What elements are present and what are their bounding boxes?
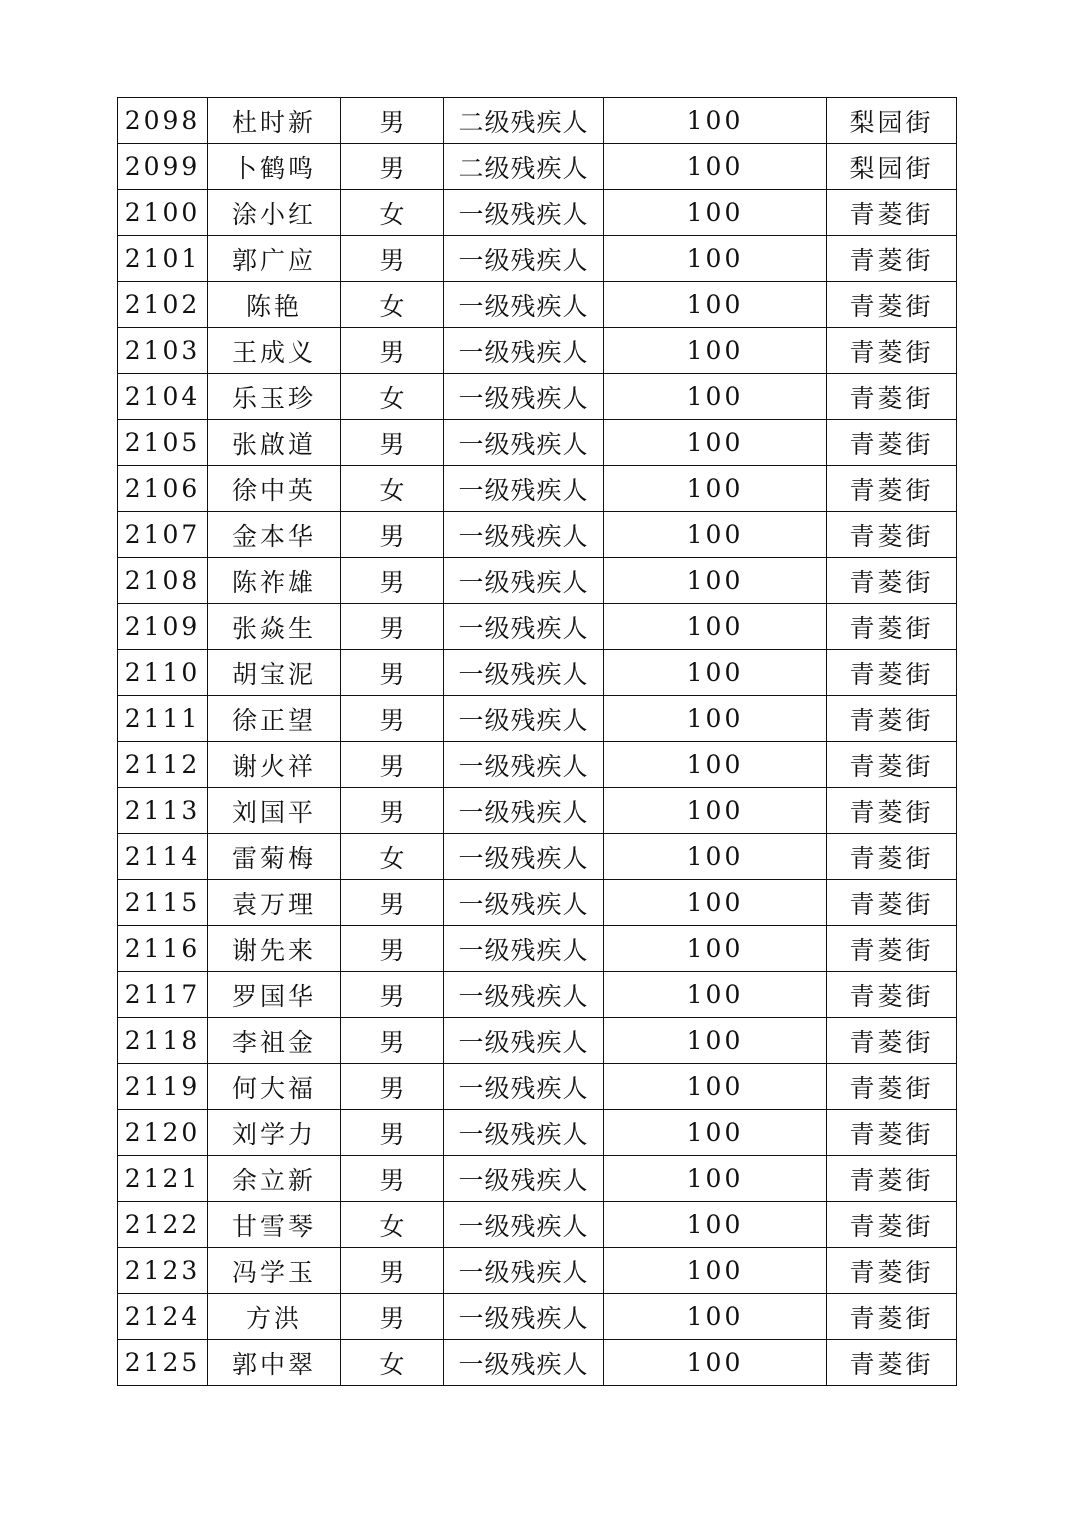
street-cell: 梨园街 [827, 144, 957, 190]
amount-cell: 100 [604, 466, 827, 512]
table-row [118, 98, 957, 144]
amount-cell: 100 [604, 742, 827, 788]
disability-level-cell: 一级残疾人 [444, 650, 604, 696]
gender-cell: 女 [341, 374, 444, 420]
amount-cell: 100 [604, 604, 827, 650]
amount-cell: 100 [604, 236, 827, 282]
gender-cell: 男 [341, 420, 444, 466]
disability-level-cell: 一级残疾人 [444, 1294, 604, 1340]
gender-cell: 男 [341, 1294, 444, 1340]
disability-level-cell: 二级残疾人 [444, 98, 604, 144]
name-cell: 方洪 [208, 1294, 341, 1340]
disability-level-cell: 一级残疾人 [444, 742, 604, 788]
serial-number-cell: 2105 [118, 420, 208, 466]
disability-level-cell: 一级残疾人 [444, 190, 604, 236]
disability-level-cell: 一级残疾人 [444, 558, 604, 604]
disability-level-cell: 二级残疾人 [444, 144, 604, 190]
street-cell: 梨园街 [827, 98, 957, 144]
name-cell: 甘雪琴 [208, 1202, 341, 1248]
table-row [118, 374, 957, 420]
name-cell: 袁万理 [208, 880, 341, 926]
serial-number-cell: 2112 [118, 742, 208, 788]
street-cell: 青菱街 [827, 190, 957, 236]
disability-level-cell: 一级残疾人 [444, 1110, 604, 1156]
table-row [118, 558, 957, 604]
table-row [118, 1294, 957, 1340]
table-row [118, 236, 957, 282]
table-row [118, 926, 957, 972]
gender-cell: 男 [341, 788, 444, 834]
name-cell: 刘学力 [208, 1110, 341, 1156]
gender-cell: 男 [341, 972, 444, 1018]
street-cell: 青菱街 [827, 650, 957, 696]
street-cell: 青菱街 [827, 1018, 957, 1064]
name-cell: 乐玉珍 [208, 374, 341, 420]
gender-cell: 女 [341, 834, 444, 880]
gender-cell: 男 [341, 926, 444, 972]
amount-cell: 100 [604, 1110, 827, 1156]
street-cell: 青菱街 [827, 926, 957, 972]
street-cell: 青菱街 [827, 374, 957, 420]
gender-cell: 女 [341, 1202, 444, 1248]
street-cell: 青菱街 [827, 466, 957, 512]
serial-number-cell: 2125 [118, 1340, 208, 1386]
gender-cell: 男 [341, 1248, 444, 1294]
disability-level-cell: 一级残疾人 [444, 926, 604, 972]
name-cell: 徐正望 [208, 696, 341, 742]
name-cell: 涂小红 [208, 190, 341, 236]
name-cell: 胡宝泥 [208, 650, 341, 696]
amount-cell: 100 [604, 1340, 827, 1386]
table-row [118, 696, 957, 742]
disability-level-cell: 一级残疾人 [444, 604, 604, 650]
amount-cell: 100 [604, 1202, 827, 1248]
name-cell: 卜鹤鸣 [208, 144, 341, 190]
disability-level-cell: 一级残疾人 [444, 1340, 604, 1386]
amount-cell: 100 [604, 1294, 827, 1340]
disability-level-cell: 一级残疾人 [444, 1248, 604, 1294]
street-cell: 青菱街 [827, 1064, 957, 1110]
gender-cell: 男 [341, 512, 444, 558]
serial-number-cell: 2111 [118, 696, 208, 742]
amount-cell: 100 [604, 1064, 827, 1110]
disability-level-cell: 一级残疾人 [444, 282, 604, 328]
street-cell: 青菱街 [827, 696, 957, 742]
disability-level-cell: 一级残疾人 [444, 374, 604, 420]
name-cell: 王成义 [208, 328, 341, 374]
name-cell: 雷菊梅 [208, 834, 341, 880]
street-cell: 青菱街 [827, 742, 957, 788]
amount-cell: 100 [604, 650, 827, 696]
name-cell: 谢先来 [208, 926, 341, 972]
name-cell: 金本华 [208, 512, 341, 558]
name-cell: 谢火祥 [208, 742, 341, 788]
disability-level-cell: 一级残疾人 [444, 834, 604, 880]
name-cell: 冯学玉 [208, 1248, 341, 1294]
table-row [118, 604, 957, 650]
street-cell: 青菱街 [827, 1340, 957, 1386]
serial-number-cell: 2100 [118, 190, 208, 236]
name-cell: 李祖金 [208, 1018, 341, 1064]
disability-level-cell: 一级残疾人 [444, 236, 604, 282]
name-cell: 余立新 [208, 1156, 341, 1202]
name-cell: 郭中翠 [208, 1340, 341, 1386]
amount-cell: 100 [604, 420, 827, 466]
roster-table [117, 97, 957, 1386]
serial-number-cell: 2114 [118, 834, 208, 880]
table-row [118, 466, 957, 512]
gender-cell: 男 [341, 1110, 444, 1156]
disability-level-cell: 一级残疾人 [444, 696, 604, 742]
serial-number-cell: 2108 [118, 558, 208, 604]
gender-cell: 男 [341, 236, 444, 282]
disability-level-cell: 一级残疾人 [444, 1156, 604, 1202]
name-cell: 张啟道 [208, 420, 341, 466]
serial-number-cell: 2122 [118, 1202, 208, 1248]
serial-number-cell: 2107 [118, 512, 208, 558]
street-cell: 青菱街 [827, 282, 957, 328]
gender-cell: 女 [341, 1340, 444, 1386]
serial-number-cell: 2102 [118, 282, 208, 328]
gender-cell: 男 [341, 1018, 444, 1064]
amount-cell: 100 [604, 880, 827, 926]
name-cell: 张焱生 [208, 604, 341, 650]
street-cell: 青菱街 [827, 328, 957, 374]
table-row [118, 1018, 957, 1064]
gender-cell: 男 [341, 558, 444, 604]
street-cell: 青菱街 [827, 1156, 957, 1202]
street-cell: 青菱街 [827, 1294, 957, 1340]
serial-number-cell: 2101 [118, 236, 208, 282]
street-cell: 青菱街 [827, 558, 957, 604]
serial-number-cell: 2113 [118, 788, 208, 834]
serial-number-cell: 2106 [118, 466, 208, 512]
amount-cell: 100 [604, 558, 827, 604]
table-row [118, 282, 957, 328]
gender-cell: 男 [341, 1156, 444, 1202]
table-row [118, 512, 957, 558]
gender-cell: 男 [341, 1064, 444, 1110]
amount-cell: 100 [604, 972, 827, 1018]
table-row [118, 190, 957, 236]
serial-number-cell: 2104 [118, 374, 208, 420]
amount-cell: 100 [604, 190, 827, 236]
street-cell: 青菱街 [827, 834, 957, 880]
serial-number-cell: 2099 [118, 144, 208, 190]
serial-number-cell: 2119 [118, 1064, 208, 1110]
name-cell: 郭广应 [208, 236, 341, 282]
serial-number-cell: 2117 [118, 972, 208, 1018]
table-row [118, 880, 957, 926]
gender-cell: 男 [341, 98, 444, 144]
street-cell: 青菱街 [827, 1110, 957, 1156]
amount-cell: 100 [604, 696, 827, 742]
gender-cell: 男 [341, 696, 444, 742]
serial-number-cell: 2103 [118, 328, 208, 374]
disability-level-cell: 一级残疾人 [444, 512, 604, 558]
amount-cell: 100 [604, 98, 827, 144]
street-cell: 青菱街 [827, 512, 957, 558]
name-cell: 陈祚雄 [208, 558, 341, 604]
amount-cell: 100 [604, 512, 827, 558]
gender-cell: 男 [341, 144, 444, 190]
disability-level-cell: 一级残疾人 [444, 328, 604, 374]
table-row [118, 144, 957, 190]
table-row [118, 742, 957, 788]
street-cell: 青菱街 [827, 236, 957, 282]
gender-cell: 女 [341, 282, 444, 328]
disability-level-cell: 一级残疾人 [444, 1064, 604, 1110]
gender-cell: 男 [341, 880, 444, 926]
street-cell: 青菱街 [827, 788, 957, 834]
amount-cell: 100 [604, 1156, 827, 1202]
disability-level-cell: 一级残疾人 [444, 1202, 604, 1248]
name-cell: 陈艳 [208, 282, 341, 328]
serial-number-cell: 2098 [118, 98, 208, 144]
amount-cell: 100 [604, 328, 827, 374]
table-row [118, 972, 957, 1018]
gender-cell: 女 [341, 190, 444, 236]
table-row [118, 328, 957, 374]
amount-cell: 100 [604, 374, 827, 420]
street-cell: 青菱街 [827, 604, 957, 650]
disability-level-cell: 一级残疾人 [444, 880, 604, 926]
disability-level-cell: 一级残疾人 [444, 788, 604, 834]
serial-number-cell: 2118 [118, 1018, 208, 1064]
disability-level-cell: 一级残疾人 [444, 972, 604, 1018]
name-cell: 徐中英 [208, 466, 341, 512]
amount-cell: 100 [604, 788, 827, 834]
amount-cell: 100 [604, 282, 827, 328]
street-cell: 青菱街 [827, 972, 957, 1018]
table-row [118, 1202, 957, 1248]
amount-cell: 100 [604, 144, 827, 190]
amount-cell: 100 [604, 1248, 827, 1294]
disability-level-cell: 一级残疾人 [444, 1018, 604, 1064]
serial-number-cell: 2110 [118, 650, 208, 696]
street-cell: 青菱街 [827, 880, 957, 926]
serial-number-cell: 2115 [118, 880, 208, 926]
table-row [118, 1340, 957, 1386]
table-row [118, 788, 957, 834]
serial-number-cell: 2116 [118, 926, 208, 972]
name-cell: 何大福 [208, 1064, 341, 1110]
gender-cell: 男 [341, 650, 444, 696]
serial-number-cell: 2121 [118, 1156, 208, 1202]
name-cell: 杜时新 [208, 98, 341, 144]
gender-cell: 男 [341, 328, 444, 374]
table-row [118, 834, 957, 880]
roster-body [118, 98, 957, 1386]
table-row [118, 420, 957, 466]
gender-cell: 男 [341, 604, 444, 650]
table-row [118, 650, 957, 696]
amount-cell: 100 [604, 926, 827, 972]
street-cell: 青菱街 [827, 420, 957, 466]
disability-level-cell: 一级残疾人 [444, 466, 604, 512]
gender-cell: 女 [341, 466, 444, 512]
table-row [118, 1064, 957, 1110]
serial-number-cell: 2109 [118, 604, 208, 650]
serial-number-cell: 2124 [118, 1294, 208, 1340]
table-row [118, 1110, 957, 1156]
table-row [118, 1248, 957, 1294]
serial-number-cell: 2120 [118, 1110, 208, 1156]
serial-number-cell: 2123 [118, 1248, 208, 1294]
name-cell: 罗国华 [208, 972, 341, 1018]
street-cell: 青菱街 [827, 1248, 957, 1294]
disability-level-cell: 一级残疾人 [444, 420, 604, 466]
amount-cell: 100 [604, 1018, 827, 1064]
street-cell: 青菱街 [827, 1202, 957, 1248]
name-cell: 刘国平 [208, 788, 341, 834]
gender-cell: 男 [341, 742, 444, 788]
amount-cell: 100 [604, 834, 827, 880]
table-row [118, 1156, 957, 1202]
